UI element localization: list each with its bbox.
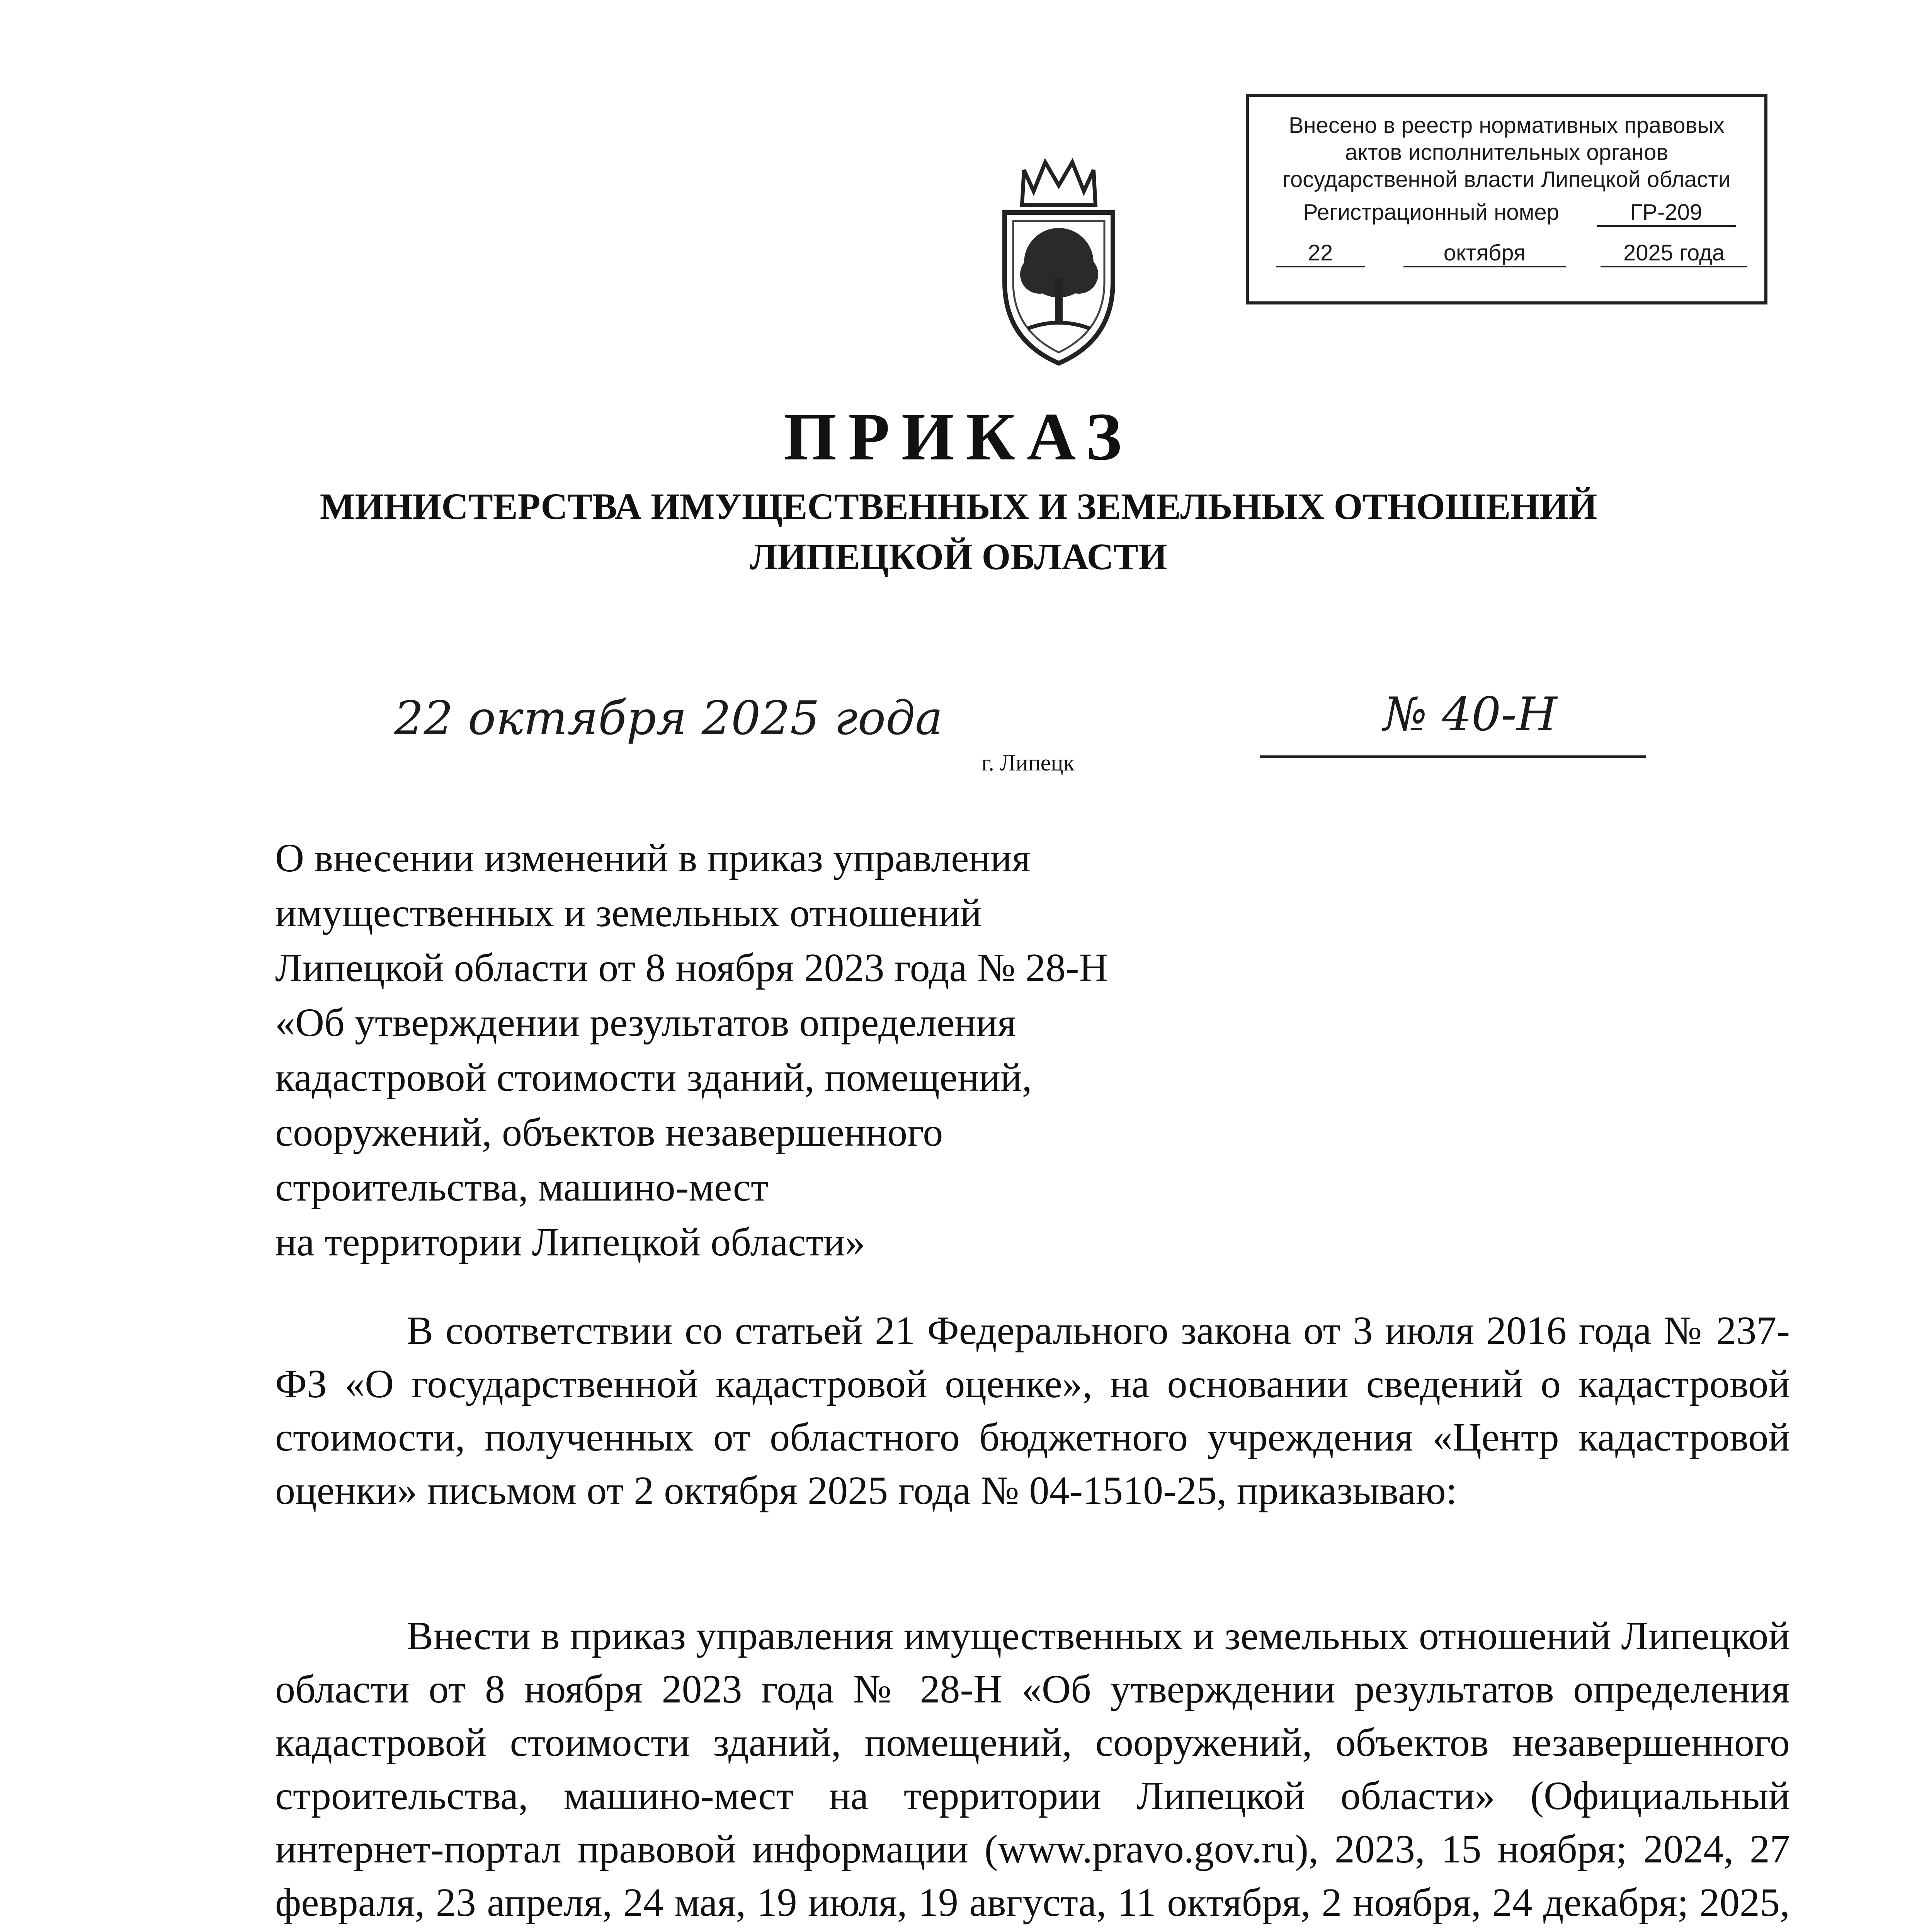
heading-line: О внесении изменений в приказ управления [275,836,1031,880]
heading-line: имущественных и земельных отношений [275,891,982,935]
stamp-line-3: государственной власти Липецкой области [1282,167,1731,192]
number-underline [1260,755,1646,758]
heading-line: Липецкой области от 8 ноября 2023 года № 28-Н [275,946,1108,990]
stamp-line-2: актов исполнительных органов [1345,140,1669,165]
heading-line: кадастровой стоимости зданий, помещений, [275,1055,1032,1100]
ministry-name-line-2: ЛИПЕЦКОЙ ОБЛАСТИ [750,536,1167,577]
heading-line: «Об утверждении результатов определения [275,1000,1016,1045]
stamp-line-1: Внесено в реестр нормативных правовых [1288,113,1725,138]
order-heading [275,831,1318,1270]
stamp-reg-label: Регистрационный номер [1303,200,1559,225]
order-date: 22 октября 2025 года [394,692,943,745]
registration-stamp [1246,94,1767,304]
paragraph-preamble: В соответствии со статьей 21 Федерального закона от 3 июля 2016 года № 237-ФЗ «О государственной кадастровой оценке», на основании сведений о кадастровой стоимости, полученных от областного бюджетного учреждения «Центр кадастровой оценки» письмом от 2 октября 2025 года № 04-1510-25, приказываю: [275,1308,1790,1513]
paragraph-changes: Внести в приказ управления имущественных и земельных отношений Липецкой области от 8 ноября 2023 года № 28-Н «Об утверждении результатов определения кадастровой стоимости зданий, помещений, сооружений, объектов незавершенного строительства, машино-мест на территории Липецкой области» (Официальный интернет-портал правовой информации (www.pravo.gov.ru), 2023, 15 ноября; 2024, 27 февраля, 23 апреля, 24 мая, 19 июля, 19 августа, 11 октября, 2 ноября, 24 декабря; 2025, [275,1614,1790,1925]
ministry-name-line-1: МИНИСТЕРСТВА ИМУЩЕСТВЕННЫХ И ЗЕМЕЛЬНЫХ ОТНОШЕНИЙ [320,486,1597,527]
document-title: ПРИКАЗ [784,399,1133,474]
stamp-year: 2025 года [1601,240,1747,267]
stamp-month: октября [1403,240,1566,267]
heading-line: строительства, машино-мест [275,1165,769,1209]
stamp-day: 22 [1276,240,1365,267]
order-number: № 40-Н [1383,688,1557,742]
heading-line: сооружений, объектов незавершенного [275,1110,943,1155]
coat-of-arms-icon [981,155,1136,371]
heading-line: на территории Липецкой области» [275,1220,865,1264]
stamp-reg-number: ГР-209 [1597,199,1736,227]
city: г. Липецк [981,750,1075,776]
